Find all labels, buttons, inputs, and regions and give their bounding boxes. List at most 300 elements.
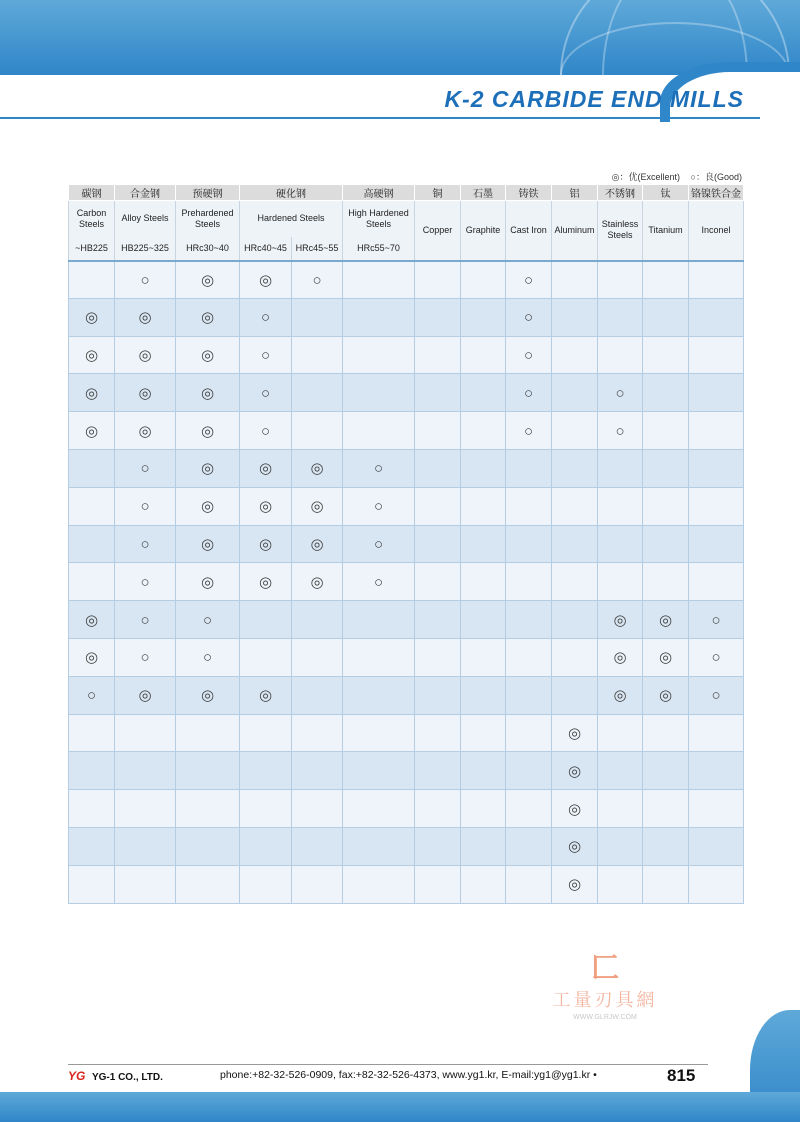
rating-cell [343,412,415,450]
rating-cell [292,714,343,752]
rating-cell [176,601,240,639]
good-mark: ○ [140,611,150,629]
rating-cell [343,601,415,639]
rating-cell [176,714,240,752]
rating-cell [643,449,689,487]
rating-cell [552,336,598,374]
excellent-mark: ◎ [258,573,273,591]
rating-cell [689,563,744,601]
rating-cell [292,865,343,903]
rating-cell [506,374,552,412]
rating-cell [643,676,689,714]
good-mark: ○ [523,422,534,440]
rating-cell [461,827,506,865]
good-mark: ○ [260,346,271,364]
header-band [0,0,800,75]
good-mark: ○ [202,649,213,667]
rating-cell [643,261,689,299]
rating-cell [461,412,506,450]
rating-cell [689,790,744,828]
rating-cell [598,638,643,676]
group-en-header: Aluminum [552,201,598,261]
good-mark: ○ [260,422,271,440]
table-row [69,676,744,714]
rating-cell [461,525,506,563]
rating-cell [689,676,744,714]
rating-cell [689,449,744,487]
table-row [69,563,744,601]
rating-cell [598,865,643,903]
group-cn-header: 铬镍铁合金 [689,185,744,201]
rating-cell [506,752,552,790]
rating-cell [343,525,415,563]
rating-cell [292,601,343,639]
rating-cell [292,412,343,450]
excellent-mark: ◎ [138,422,152,440]
excellent-mark: ◎ [200,422,215,440]
good-mark: ○ [523,384,534,402]
rating-cell [69,752,115,790]
rating-cell [598,601,643,639]
rating-cell [461,449,506,487]
excellent-mark: ◎ [200,498,215,516]
excellent-mark: ◎ [658,611,673,629]
rating-cell [176,525,240,563]
excellent-mark: ◎ [258,271,273,289]
rating-cell [343,261,415,299]
good-mark: ○ [140,498,150,516]
rating-cell [69,563,115,601]
excellent-mark: ◎ [613,611,627,629]
excellent-mark: ◎ [258,460,273,478]
rating-cell [343,714,415,752]
rating-cell [240,412,292,450]
group-en-header: Graphite [461,201,506,261]
rating-cell [552,261,598,299]
hardness-range-header: HRc40~45 [240,237,292,261]
rating-cell [689,336,744,374]
rating-cell [598,790,643,828]
table-row [69,714,744,752]
rating-cell [343,865,415,903]
excellent-mark: ◎ [200,460,215,478]
good-mark: ○ [140,649,150,667]
rating-cell [689,525,744,563]
page-number: 815 [667,1066,696,1085]
excellent-mark: ◎ [84,422,99,440]
rating-cell [643,525,689,563]
rating-cell [689,827,744,865]
rating-cell [552,790,598,828]
group-en-header: Carbon Steels [69,201,115,237]
rating-cell [552,638,598,676]
rating-cell [643,638,689,676]
rating-cell [643,752,689,790]
rating-cell [115,374,176,412]
rating-cell [343,298,415,336]
excellent-mark: ◎ [567,762,582,780]
rating-cell [176,827,240,865]
rating-cell [415,601,461,639]
group-cn-header: 铝 [552,185,598,201]
rating-cell [689,601,744,639]
rating-cell [552,865,598,903]
rating-cell [689,714,744,752]
group-cn-header: 钛 [643,185,689,201]
excellent-mark: ◎ [138,346,152,364]
rating-cell [689,298,744,336]
rating-cell [506,525,552,563]
rating-cell [240,827,292,865]
rating-cell [461,374,506,412]
good-mark: ○ [86,687,97,705]
excellent-mark: ◎ [200,687,215,705]
group-cn-header: 石墨 [461,185,506,201]
excellent-mark: ◎ [200,384,215,402]
rating-cell [552,298,598,336]
rating-cell [461,601,506,639]
rating-cell [240,336,292,374]
group-cn-header: 铸铁 [506,185,552,201]
rating-cell [292,449,343,487]
rating-cell [69,827,115,865]
rating-cell [689,752,744,790]
rating-cell [240,865,292,903]
rating-cell [292,827,343,865]
rating-cell [598,449,643,487]
rating-cell [240,714,292,752]
rating-cell [176,412,240,450]
group-en-header: Alloy Steels [115,201,176,237]
rating-cell [506,449,552,487]
rating-cell [461,487,506,525]
rating-cell [506,601,552,639]
table-row [69,487,744,525]
rating-cell [552,525,598,563]
rating-cell [115,827,176,865]
group-cn-header: 合金钢 [115,185,176,201]
rating-cell [552,563,598,601]
group-en-header: Titanium [643,201,689,261]
brand-mark: YG [68,1069,86,1083]
excellent-mark: ◎ [613,687,627,705]
rating-cell [689,487,744,525]
rating-cell [598,374,643,412]
rating-cell [69,412,115,450]
rating-cell [552,449,598,487]
legend-excellent: ◎：优(Excellent) [611,172,681,182]
rating-cell [115,487,176,525]
rating-cell [343,752,415,790]
rating-cell [506,487,552,525]
rating-cell [343,827,415,865]
rating-cell [292,298,343,336]
table-row [69,261,744,299]
rating-cell [240,261,292,299]
good-mark: ○ [373,535,384,553]
rating-cell [506,865,552,903]
rating-cell [343,563,415,601]
rating-cell [598,336,643,374]
excellent-mark: ◎ [258,687,273,705]
rating-cell [69,374,115,412]
rating-cell [115,261,176,299]
good-mark: ○ [260,384,271,402]
rating-cell [552,827,598,865]
rating-cell [506,261,552,299]
rating-cell [415,827,461,865]
excellent-mark: ◎ [84,611,99,629]
company-logo [68,1069,163,1083]
rating-cell [552,374,598,412]
rating-cell [461,563,506,601]
rating-cell [415,261,461,299]
rating-cell [115,752,176,790]
good-mark: ○ [711,649,721,667]
rating-cell [240,752,292,790]
rating-cell [115,298,176,336]
excellent-mark: ◎ [200,573,215,591]
group-en-header: Cast Iron [506,201,552,261]
rating-cell [461,865,506,903]
rating-cell [115,449,176,487]
good-mark: ○ [523,271,534,289]
good-mark: ○ [523,346,534,364]
group-en-header: Hardened Steels [240,201,343,237]
rating-cell [506,714,552,752]
rating-cell [506,412,552,450]
rating-cell [461,298,506,336]
rating-cell [506,298,552,336]
rating-cell [552,601,598,639]
good-mark: ○ [312,271,322,289]
rating-cell [598,261,643,299]
rating-cell [176,676,240,714]
rating-cell [240,676,292,714]
rating-cell [240,449,292,487]
rating-cell [69,261,115,299]
contact-info: phone:+82-32-526-0909, fax:+82-32-526-4373, www.yg1.kr, E-mail:yg1@yg1.kr • [220,1069,597,1081]
rating-cell [689,261,744,299]
rating-cell [343,449,415,487]
excellent-mark: ◎ [200,346,215,364]
rating-cell [292,563,343,601]
rating-cell [343,790,415,828]
rating-cell [292,525,343,563]
hardness-range-header: HRc55~70 [343,237,415,261]
rating-cell [643,336,689,374]
rating-cell [176,563,240,601]
rating-cell [461,336,506,374]
rating-cell [115,790,176,828]
rating-cell [176,638,240,676]
rating-cell [415,487,461,525]
rating-cell [69,336,115,374]
excellent-mark: ◎ [613,649,627,667]
rating-cell [240,790,292,828]
rating-cell [689,412,744,450]
rating-cell [643,298,689,336]
rating-cell [115,638,176,676]
excellent-mark: ◎ [310,498,324,516]
excellent-mark: ◎ [258,498,273,516]
rating-cell [643,412,689,450]
rating-cell [461,752,506,790]
rating-cell [415,412,461,450]
excellent-mark: ◎ [138,309,152,327]
excellent-mark: ◎ [84,346,99,364]
rating-cell [461,261,506,299]
group-cn-header: 不锈钢 [598,185,643,201]
rating-cell [69,525,115,563]
group-cn-header: 高硬钢 [343,185,415,201]
rating-cell [506,827,552,865]
rating-cell [461,714,506,752]
rating-cell [643,563,689,601]
rating-cell [240,601,292,639]
excellent-mark: ◎ [200,535,215,553]
rating-cell [240,298,292,336]
excellent-mark: ◎ [84,309,99,327]
hardness-range-header: ~HB225 [69,237,115,261]
rating-cell [343,374,415,412]
table-row [69,865,744,903]
rating-cell [415,752,461,790]
footer-divider [68,1064,708,1065]
table-row [69,525,744,563]
rating-cell [643,827,689,865]
table-body [69,261,744,904]
table-row [69,790,744,828]
hardness-range-header: HRc45~55 [292,237,343,261]
rating-cell [115,412,176,450]
rating-cell [461,676,506,714]
rating-cell [69,865,115,903]
hardness-range-header: HRc30~40 [176,237,240,261]
rating-cell [343,487,415,525]
rating-cell [552,752,598,790]
rating-cell [643,714,689,752]
legend-good: ○：良(Good) [690,172,742,182]
good-mark: ○ [373,573,384,591]
rating-cell [415,336,461,374]
rating-cell [643,865,689,903]
rating-cell [240,525,292,563]
rating-cell [176,865,240,903]
rating-cell [292,487,343,525]
group-cn-header: 铜 [415,185,461,201]
watermark-text: 工量刃具網 [552,990,658,1010]
table-row [69,752,744,790]
rating-cell [461,790,506,828]
watermark [530,946,680,1021]
good-mark: ○ [615,384,625,402]
good-mark: ○ [140,460,150,478]
page-title: K-2 CARBIDE END MILLS [444,86,744,112]
excellent-mark: ◎ [567,876,582,894]
good-mark: ○ [373,498,384,516]
rating-cell [415,714,461,752]
rating-cell [415,298,461,336]
rating-cell [115,676,176,714]
rating-cell [343,638,415,676]
watermark-logo: 匚 [590,952,619,983]
rating-cell [176,449,240,487]
group-cn-header: 碳钢 [69,185,115,201]
rating-cell [240,563,292,601]
rating-cell [643,790,689,828]
rating-cell [343,336,415,374]
rating-cell [689,865,744,903]
rating-cell [415,449,461,487]
rating-cell [415,563,461,601]
excellent-mark: ◎ [258,535,273,553]
rating-cell [506,638,552,676]
rating-cell [552,412,598,450]
rating-cell [552,714,598,752]
rating-cell [552,676,598,714]
rating-cell [598,827,643,865]
rating-cell [415,865,461,903]
good-mark: ○ [140,535,150,553]
rating-cell [115,865,176,903]
rating-cell [292,374,343,412]
rating-cell [69,449,115,487]
rating-cell [643,487,689,525]
rating-cell [69,601,115,639]
rating-cell [506,563,552,601]
rating-cell [292,638,343,676]
rating-cell [415,525,461,563]
excellent-mark: ◎ [567,838,582,856]
rating-cell [292,336,343,374]
good-mark: ○ [523,309,534,327]
group-en-header: Prehardened Steels [176,201,240,237]
excellent-mark: ◎ [567,800,582,818]
rating-cell [461,638,506,676]
rating-cell [115,714,176,752]
rating-cell [292,676,343,714]
title-divider [0,117,760,119]
rating-cell [506,676,552,714]
rating-cell [506,336,552,374]
rating-cell [176,336,240,374]
excellent-mark: ◎ [138,384,152,402]
rating-cell [69,714,115,752]
rating-cell [598,676,643,714]
rating-cell [115,563,176,601]
group-en-header: Stainless Steels [598,201,643,261]
rating-cell [598,412,643,450]
group-en-header: High Hardened Steels [343,201,415,237]
rating-cell [292,752,343,790]
good-mark: ○ [202,611,213,629]
rating-cell [552,487,598,525]
rating-cell [176,298,240,336]
excellent-mark: ◎ [84,384,99,402]
excellent-mark: ◎ [310,460,324,478]
rating-cell [343,676,415,714]
table-row [69,638,744,676]
group-en-header: Inconel [689,201,744,261]
excellent-mark: ◎ [658,649,673,667]
excellent-mark: ◎ [200,309,215,327]
rating-cell [689,638,744,676]
rating-cell [115,601,176,639]
rating-cell [115,336,176,374]
hardness-range-header: HB225~325 [115,237,176,261]
rating-cell [69,298,115,336]
